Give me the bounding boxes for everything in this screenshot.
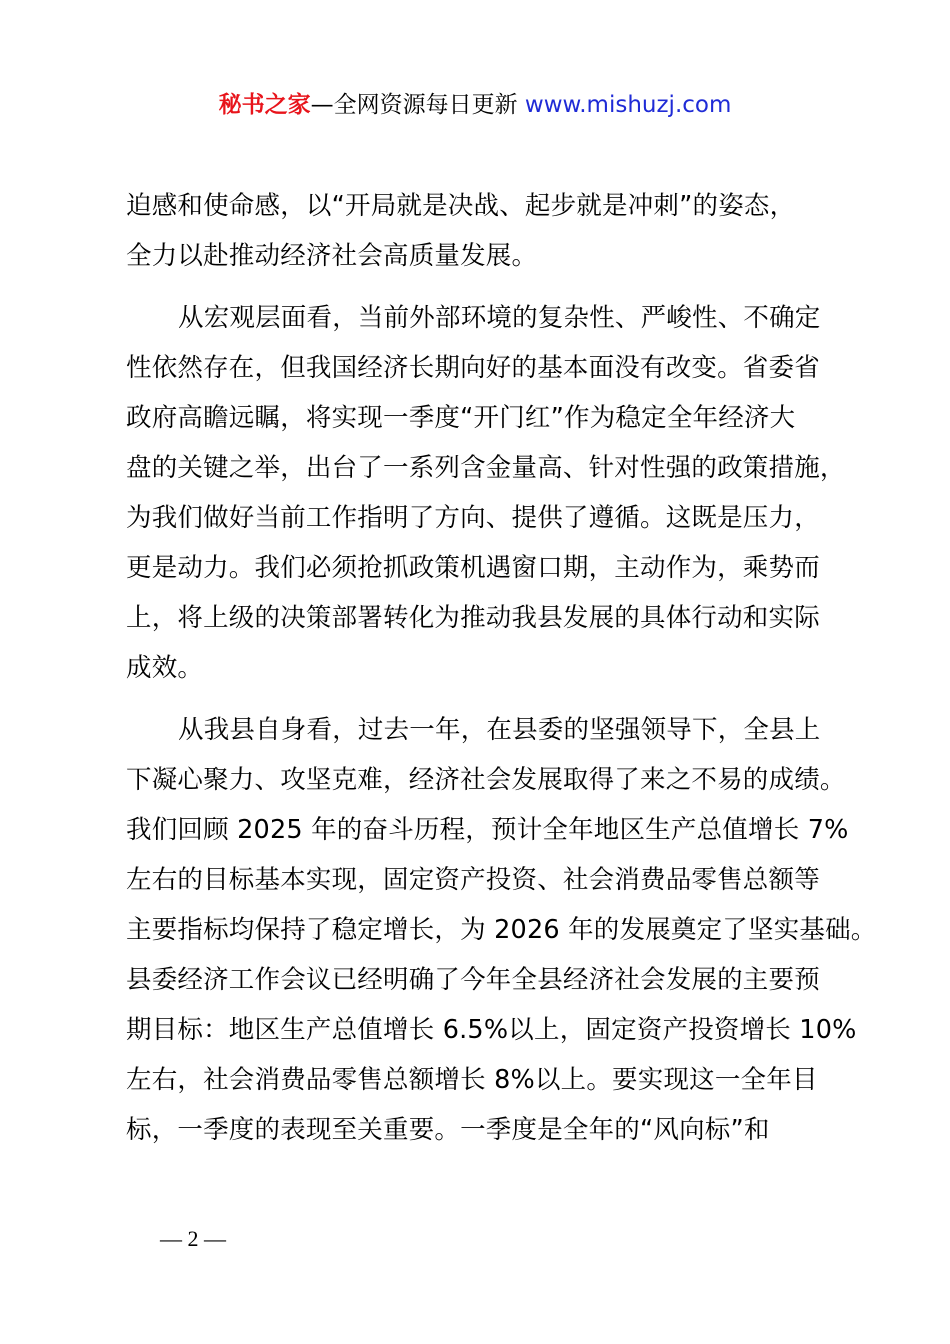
text-line: 主要指标均保持了稳定增长，为 2026 年的发展奠定了坚实基础。 [126,915,877,945]
text-line: 为我们做好当前工作指明了方向、提供了遵循。这既是压力， [126,503,820,533]
text-line: 我们回顾 2025 年的奋斗历程，预计全年地区生产总值增长 7% [126,815,849,845]
text-line: 性依然存在，但我国经济长期向好的基本面没有改变。省委省 [126,353,820,383]
document-header [0,88,950,122]
header-tagline: —全网资源每日更新 [310,92,525,118]
text-line: 迫感和使命感，以“开局就是决战、起步就是冲刺”的姿态， [126,191,796,221]
text-line: 左右的目标基本实现，固定资产投资、社会消费品零售总额等 [126,865,820,895]
text-line: 标，一季度的表现至关重要。一季度是全年的“风向标”和 [126,1115,770,1145]
text-line: 从我县自身看，过去一年，在县委的坚强领导下，全县上 [178,715,821,745]
text-line: 县委经济工作会议已经明确了今年全县经济社会发展的主要预 [126,965,820,995]
brand-name: 秘书之家 [218,92,311,118]
text-line: 上，将上级的决策部署转化为推动我县发展的具体行动和实际 [126,603,820,633]
text-line: 盘的关键之举，出台了一系列含金量高、针对性强的政策措施， [126,453,846,483]
text-line: 下凝心聚力、攻坚克难，经济社会发展取得了来之不易的成绩。 [126,765,846,795]
page-number: — 2 — [160,1226,226,1251]
text-line: 期目标：地区生产总值增长 6.5%以上，固定资产投资增长 10% [126,1015,857,1045]
text-line: 全力以赴推动经济社会高质量发展。 [126,241,538,271]
text-line: 更是动力。我们必须抢抓政策机遇窗口期，主动作为，乘势而 [126,553,820,583]
document-body [126,181,877,1155]
text-line: 成效。 [126,653,204,683]
text-line: 从宏观层面看，当前外部环境的复杂性、严峻性、不确定 [178,303,821,333]
website-url[interactable]: www.mishuzj.com [524,92,732,118]
paragraph-first-line [126,293,860,343]
text-line: 左右，社会消费品零售总额增长 8%以上。要实现这一全年目 [126,1065,818,1095]
text-line: 政府高瞻远瞩，将实现一季度“开门红”作为稳定全年经济大 [126,403,796,433]
paragraph-first-line [126,705,860,755]
